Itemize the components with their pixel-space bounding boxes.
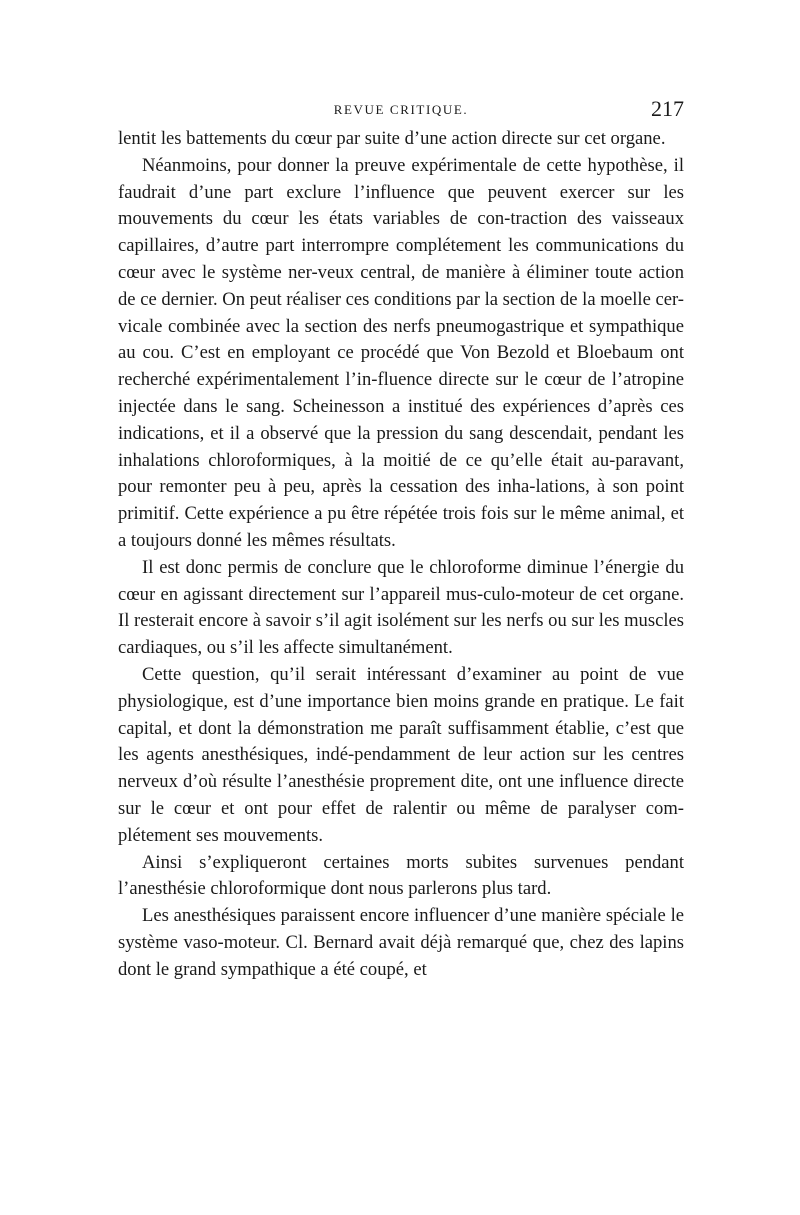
running-title: REVUE CRITIQUE.	[333, 102, 469, 117]
page-header	[118, 96, 684, 126]
page-number: 217	[651, 96, 684, 121]
paragraph: Il est donc permis de conclure que le chloroforme diminue l’énergie du cœur en agissant directement sur l’appareil mus-culo-moteur de cet organe. Il resterait encore à savoir s’il agit isolément sur les nerfs ou sur les muscles cardiaques, ou s’il les affecte simultanément.	[118, 556, 684, 659]
paragraph-continued: lentit les battements du cœur par suite d’une action directe sur cet organe.	[118, 128, 666, 149]
paragraph: Les anesthésiques paraissent encore influencer d’une manière spéciale le système vaso-moteur. Cl. Bernard avait déjà remarqué que, chez des lapins dont le grand sympathique a été coupé, et	[118, 905, 684, 980]
paragraph: Ainsi s’expliqueront certaines morts subites survenues pendant l’anesthésie chloroformique dont nous parlerons plus tard.	[118, 851, 684, 900]
paragraph: Néanmoins, pour donner la preuve expérimentale de cette hypothèse, il faudrait d’une part exclure l’influence que peuvent exercer sur les mouvements du cœur les états variables de con-traction des vaisseaux capillaires, d’autre part interrompre complétement les communications du cœur avec le système ner-veux central, de manière à éliminer toute action de ce dernier. On peut réaliser ces conditions par la section de la moelle cer-vicale combinée avec la section des nerfs pneumogastrique et sympathique au cou. C’est en employant ce procédé que Von Bezold et Bloebaum ont recherché expérimentalement l’in-fluence directe sur le cœur de l’atropine injectée dans le sang. Scheinesson a institué des expériences d’après ces indications, et il a observé que la pression du sang descendait, pendant les inhalations chloroformiques, à la moitié de ce qu’elle était au-paravant, pour remonter peu à peu, après la cessation des inha-lations, à son point primitif. Cette expérience a pu être répétée trois fois sur le même animal, et a toujours donné les mêmes résultats.	[118, 154, 684, 551]
body-text	[118, 126, 684, 984]
paragraph: Cette question, qu’il serait intéressant d’examiner au point de vue physiologique, est d’une importance bien moins grande en pratique. Le fait capital, et dont la démonstration me paraît suffisamment établie, c’est que les agents anesthésiques, indé-pendamment de leur action sur les centres nerveux d’où résulte l’anesthésie proprement dite, ont une influence directe sur le cœur et ont pour effet de ralentir ou même de paralyser com-plétement ses mouvements.	[118, 663, 684, 846]
